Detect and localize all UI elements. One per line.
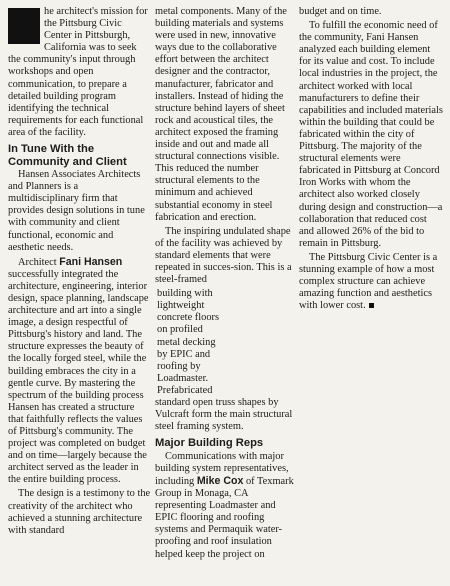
paragraph-design: The design is a testimony to the creativity of the architect who achieved a stunning architecture with standard: [8, 488, 151, 536]
column-1: [8, 6, 151, 539]
column-3: [299, 6, 444, 314]
paragraph-architect: Architect Fani Hansen successfully integrated the architecture, engineering, interior design, space planning, landscape architecture and art into a single image, a design respectful of Pittsburg's history and land. The structure expresses the beauty of the locally forged steel, while the building embraces the city in a gentle curve. By mastering the spectrum of the building process Hansen has created a structure that faithfully reflects the values of Pittsburg's community. The project was completed on budget and on time—largely because the architect served as the leader in the entire building process.: [8, 255, 149, 486]
drop-cap: [8, 8, 40, 44]
paragraph-shape: The inspiring undulated shape of the facility was achieved by standard elements that were repeated in succes-sion. This is a steel-framed: [155, 225, 292, 286]
architect-name: Fani Hansen: [59, 255, 123, 268]
intro-paragraph: he architect's mission for the Pittsburg Civic Center in Pittsburgh, California was to seek the community's input through workshops and open communication, to prepare a detailed building program identifying the technical requirements for each functional area of the facility.: [8, 6, 148, 138]
paragraph-economic: To fulfill the economic need of the community, Fani Hansen analyzed each building element for its value and cost. To include local industries in the project, the architect worked with local manufacturers to define their capabilities and included materials within the building that could be fabricated within the city of Pittsburg. The majority of the structural elements were fabricated in Pittsburg at Concord Iron Works with whom the architect also worked closely during design and construction—a collaboration that reduced cost and allowed 26% of the bid to remain in Pittsburg.: [299, 20, 443, 249]
paragraph-reps: Communications with major building system representatives, including Mike Cox of Texmark Group in Monaga, CA representing Loadmaster and EPIC flooring and roofing systems and Permaquik water-proofing and roof insulation helped keep the project on: [155, 450, 294, 560]
narrow-text-block: building with lightweight concrete floors on profiled metal decking by EPIC and roofing by Loadmaster. Prefabricated: [157, 288, 220, 396]
paragraph-closing: The Pittsburg Civic Center is a stunning example of how a most complex structure can achieve amazing function and aesthetics with lower cost.: [299, 251, 438, 312]
end-mark-icon: [369, 303, 374, 308]
heading-community: In Tune With the Community and Client: [8, 143, 127, 168]
paragraph-firm: Hansen Associates Architects and Planners is a multidisciplinary firm that provides design solutions in tune with community and client functional, economic and aesthetic needs.: [8, 169, 145, 253]
heading-reps: Major Building Reps: [155, 437, 264, 450]
paragraph-truss: standard open truss shapes by Vulcraft form the main structural steel framing system.: [155, 397, 293, 433]
rep-name: Mike Cox: [196, 474, 244, 487]
paragraph-components: metal components. Many of the building materials and systems were used in new, innovative ways due to the collaborative effort between the architect designer and the contractor, manufacturer, fabricator and installers. Instead of hiding the structure behind layers of sheet rock and acoustical tiles, the architect exposed the framing inside and out and made all structural connections visible. This reduced the number structural elements to the minimum and achieved substantial economy in steel fabrication and erection.: [155, 6, 287, 223]
paragraph-budget: budget and on time.: [299, 6, 382, 17]
column-2: [155, 6, 295, 563]
